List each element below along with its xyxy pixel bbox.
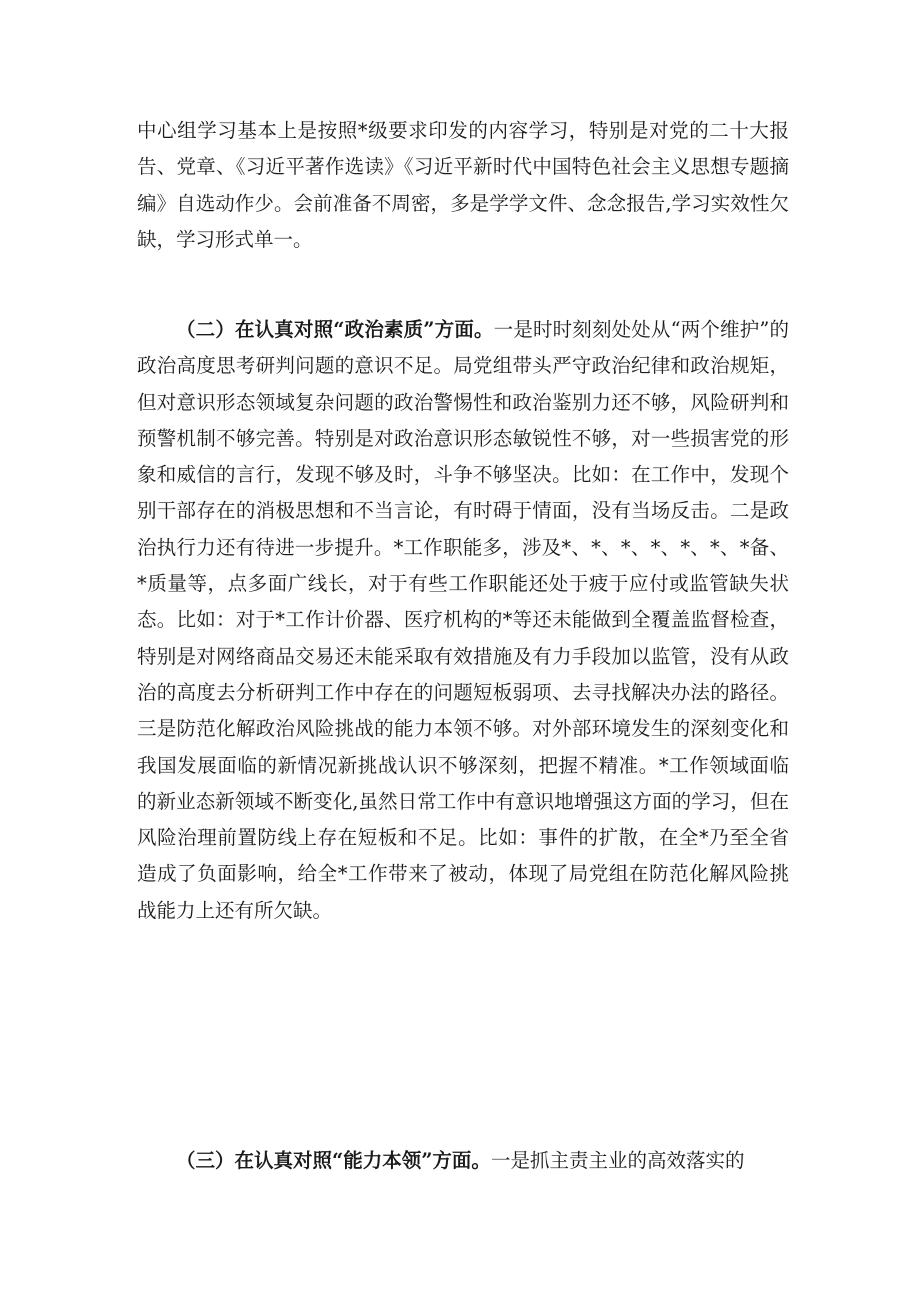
paragraph-body: 中心组学习基本上是按照*级要求印发的内容学习，特别是对党的二十大报告、党章、《习近平著作选读》《习近平新时代中国特色社会主义思想专题摘编》自选动作少。会前准备不周密，多是学学文件、念念报告,学习实效性欠缺，学习形式单一。 bbox=[137, 119, 789, 251]
paragraph-continuation bbox=[137, 113, 789, 258]
paragraph-political-quality bbox=[137, 312, 789, 929]
paragraph-ability bbox=[137, 1143, 789, 1179]
paragraph-body: 一是抓主责主业的高效落实的 bbox=[490, 1149, 745, 1172]
section-heading-political-quality: （二）在认真对照“政治素质”方面。 bbox=[176, 318, 494, 341]
section-heading-ability: （三）在认真对照“能力本领”方面。 bbox=[176, 1149, 491, 1172]
paragraph-body: 一是时时刻刻处处从“两个维护”的政治高度思考研判问题的意识不足。局党组带头严守政治纪律和政治规矩，但对意识形态领域复杂问题的政治警惕性和政治鉴别力还不够，风险研判和预警机制不够完善。特别是对政治意识形态敏锐性不够，对一些损害党的形象和威信的言行，发现不够及时，斗争不够坚决。比如：在工作中，发现个别干部存在的消极思想和不当言论，有时碍于情面，没有当场反击。二是政治执行力还有待进一步提升。*工作职能多，涉及*、*、*、*、*、*、*备、*质量等，点多面广线长，对于有些工作职能还处于疲于应付或监管缺失状态。比如：对于*工作计价器、医疗机构的*等还未能做到全覆盖监督检查，特别是对网络商品交易还未能采取有效措施及有力手段加以监管，没有从政治的高度去分析研判工作中存在的问题短板弱项、去寻找解决办法的路径。三是防范化解政治风险挑战的能力本领不够。对外部环境发生的深刻变化和我国发展面临的新情况新挑战认识不够深刻，把握不精准。*工作领域面临的新业态新领域不断变化,虽然日常工作中有意识地增强这方面的学习，但在风险治理前置防线上存在短板和不足。比如：事件的扩散，在全*乃至全省造成了负面影响，给全*工作带来了被动，体现了局党组在防范化解风险挑战能力上还有所欠缺。 bbox=[137, 318, 789, 922]
